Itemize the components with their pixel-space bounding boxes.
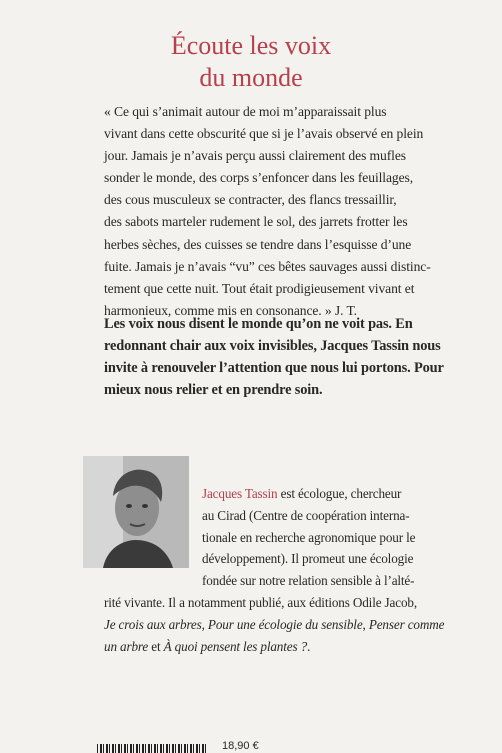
bio-line: tionale en recherche agronomique pour le (202, 529, 416, 545)
quote-line: sonder le monde, des corps s’enfoncer dans les feuillages, (104, 170, 414, 186)
bio-line (104, 636, 458, 658)
separator: , (362, 616, 369, 632)
title-line-1: Écoute les voix (170, 31, 332, 60)
book-title-3-cont: un arbre (104, 638, 149, 654)
quote-line: des cous musculeux se contracter, des flancs tressaillir, (104, 192, 397, 208)
price: 18,90 € (222, 740, 259, 752)
quote-line: herbes sèches, des cuisses se tendre dans l’esquisse d’une (104, 236, 412, 252)
period: . (307, 638, 311, 654)
quote-line: harmonieux, comme mis en consonance. » J. T. (104, 302, 357, 318)
quote-line: fuite. Jamais je n’avais “vu” ces bêtes sauvages aussi distinc- (104, 258, 431, 274)
book-title-3: Penser comme (368, 616, 445, 632)
separator: et (148, 638, 164, 654)
blurb-line: mieux nous relier et en prendre soin. (104, 382, 323, 398)
bio-line (104, 483, 458, 505)
epigraph-quote (104, 101, 456, 322)
quote-line: des sabots marteler rudement le sol, des jarrets frotter les (104, 214, 408, 230)
bio-line: au Cirad (Centre de coopération interna- (202, 507, 410, 523)
blurb-line: invite à renouveler l’attention que nous lui portons. Pour (104, 360, 444, 376)
barcode (97, 744, 207, 753)
blurb-line: redonnant chair aux voix invisibles, Jacques Tassin nous (104, 338, 441, 354)
quote-line: tement que cette nuit. Tout était prodigieusement vivant et (104, 280, 415, 296)
title-line-2: du monde (199, 63, 303, 92)
bio-text: est écologue, chercheur (277, 486, 402, 501)
author-bio (104, 483, 458, 657)
book-title-2: Pour une écologie du sensible (207, 616, 363, 632)
quote-line: vivant dans cette obscurité que si je l’avais observé en plein (104, 126, 424, 142)
book-blurb (104, 313, 458, 401)
book-title-1: Je crois aux arbres (104, 616, 202, 632)
bio-line (104, 614, 458, 636)
quote-line: jour. Jamais je n’avais perçu aussi clairement des mufles (104, 148, 406, 164)
book-title (0, 30, 502, 94)
book-title-4: À quoi pensent les plantes ? (163, 638, 308, 654)
bio-line: développement). Il promeut une écologie (202, 551, 414, 567)
blurb-line: Les voix nous disent le monde qu’on ne voit pas. En (104, 316, 413, 332)
author-name: Jacques Tassin (202, 486, 278, 501)
bio-line: rité vivante. Il a notamment publié, aux éditions Odile Jacob, (104, 594, 417, 610)
bio-line: fondée sur notre relation sensible à l’alté- (202, 573, 415, 589)
quote-line: « Ce qui s’animait autour de moi m’apparaissait plus (104, 104, 387, 119)
separator: , (201, 616, 208, 632)
